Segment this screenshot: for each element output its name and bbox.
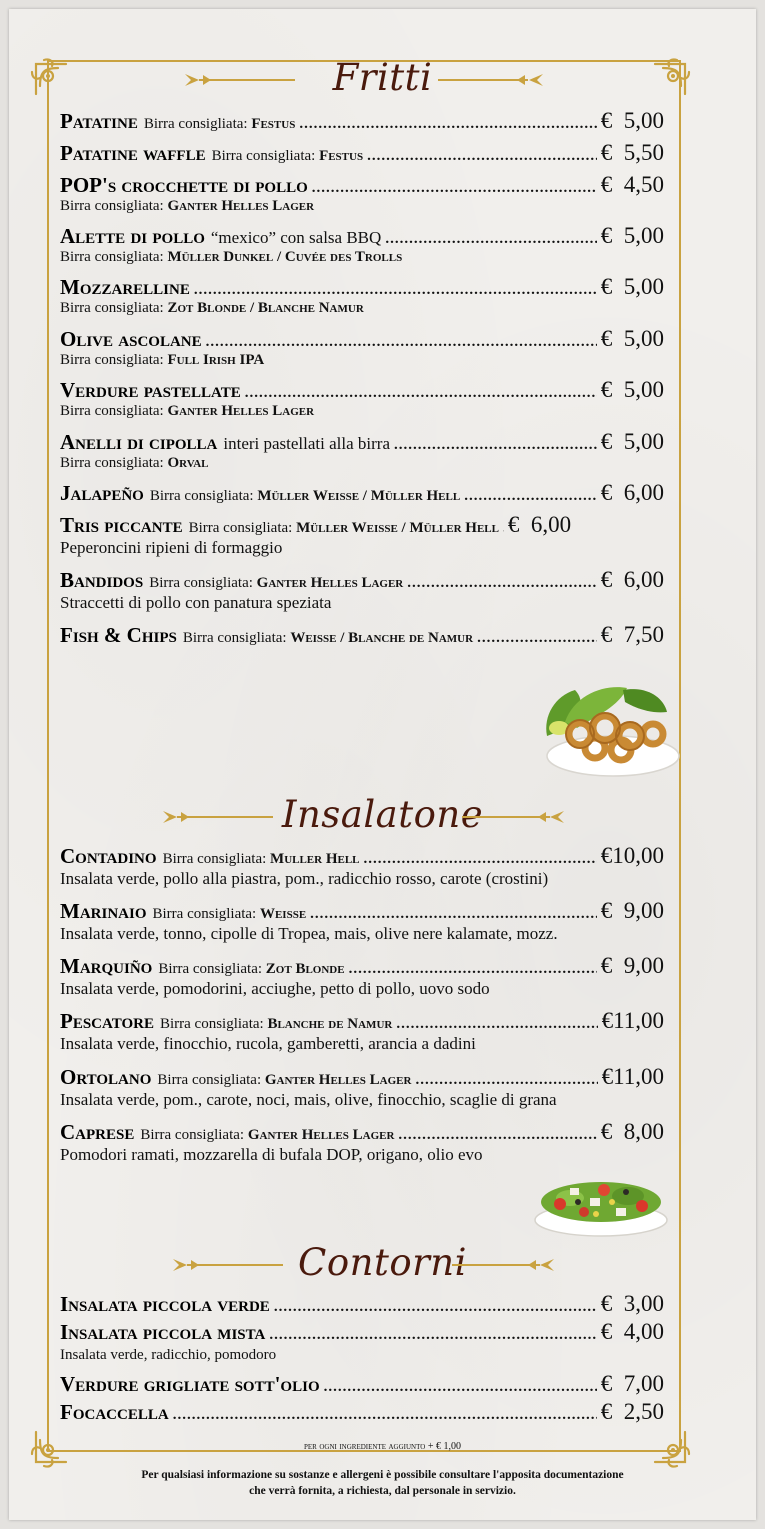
menu-item <box>60 480 664 506</box>
item-description: Insalata verde, finocchio, rucola, gamberetti, arancia a dadini <box>60 1034 476 1053</box>
item-beer: Ganter Helles Lager <box>247 1127 395 1143</box>
item-note: interi pastellati alla birra <box>223 434 390 453</box>
menu-item <box>60 567 664 612</box>
menu-item <box>60 429 664 472</box>
item-note: Birra consigliata: <box>157 1072 262 1088</box>
item-price: € 6,00 <box>600 480 664 505</box>
menu-item <box>60 1399 664 1425</box>
item-name: Tris piccante <box>60 513 183 537</box>
item-price: € 7,50 <box>600 622 664 647</box>
menu-item <box>60 1064 664 1109</box>
item-price: € 8,00 <box>600 1119 664 1144</box>
menu-item <box>60 1319 664 1364</box>
item-price: €11,00 <box>601 1064 664 1089</box>
item-name: Patatine waffle <box>60 141 206 165</box>
item-beer: Weisse <box>259 906 307 922</box>
item-name: Verdure pastellate <box>60 378 241 402</box>
item-note: Birra consigliata: <box>211 148 316 164</box>
allergens-line-1: Per qualsiasi informazione su sostanze e allergeni è possibile consultare l'apposita documentazione <box>141 1469 624 1481</box>
menu-item <box>60 223 664 266</box>
menu-item <box>60 140 664 166</box>
item-note: Birra consigliata: <box>188 520 293 536</box>
item-note: Birra consigliata: <box>60 249 164 265</box>
item-beer: Full Irish IPA <box>167 352 265 368</box>
item-note: Birra consigliata: <box>60 300 164 316</box>
item-note: Birra consigliata: <box>149 575 253 591</box>
item-note: Birra consigliata: <box>149 488 254 504</box>
item-name: Alette di pollo <box>60 224 205 248</box>
menu-item <box>60 898 664 943</box>
item-name: Bandidos <box>60 568 144 592</box>
item-price: € 6,00 <box>507 512 572 537</box>
section-title-fritti: Fritti <box>332 56 433 99</box>
menu-item <box>60 1291 664 1317</box>
section-title-contorni: Contorni <box>298 1241 467 1284</box>
item-description: Insalata verde, radicchio, pomodoro <box>60 1347 277 1363</box>
item-beer: Muller Hell <box>270 851 360 867</box>
item-beer: Ganter Helles Lager <box>167 198 315 214</box>
extra-ingredient-note: per ogni ingrediente aggiunto + € 1,00 <box>304 1441 461 1452</box>
item-note: Birra consigliata: <box>140 1127 245 1143</box>
item-price: € 9,00 <box>600 898 664 923</box>
menu-item <box>60 1008 664 1053</box>
item-note: Birra consigliata: <box>162 851 267 867</box>
menu-item <box>60 843 664 888</box>
menu-item <box>60 172 664 215</box>
title-arrow-right-icon <box>452 1258 554 1272</box>
item-price: € 4,50 <box>600 172 664 197</box>
item-price: € 2,50 <box>600 1399 664 1424</box>
item-beer: Orval <box>167 455 209 471</box>
section-title-insalatone: Insalatone <box>281 793 484 836</box>
item-note: Birra consigliata: <box>152 906 257 922</box>
item-price: € 5,00 <box>600 377 664 402</box>
item-name: Marinaio <box>60 899 147 923</box>
menu-item <box>60 326 664 369</box>
allergens-line-2: che verrà fornita, a richiesta, dal personale in servizio. <box>249 1485 516 1497</box>
item-price: €10,00 <box>600 843 664 868</box>
item-description: Insalata verde, pomodorini, acciughe, petto di pollo, uovo sodo <box>60 979 490 998</box>
salad-bowl-image <box>530 1168 672 1238</box>
item-beer: Müller Weisse / Müller Hell <box>257 488 461 504</box>
item-description: Straccetti di pollo con panatura speziata <box>60 593 332 612</box>
item-beer: Müller Dunkel / Cuvée des Trolls <box>167 249 403 265</box>
item-price: € 5,50 <box>600 140 664 165</box>
item-name: Olive ascolane <box>60 327 202 351</box>
title-arrow-right-icon <box>438 73 543 87</box>
item-name: Fish & Chips <box>60 623 177 647</box>
item-name: Contadino <box>60 844 157 868</box>
item-beer: Ganter Helles Lager <box>167 403 315 419</box>
item-name: Pescatore <box>60 1009 154 1033</box>
item-price: € 4,00 <box>600 1319 664 1344</box>
allergens-notice <box>40 1467 725 1499</box>
menu-item <box>60 953 664 998</box>
menu-item <box>60 1119 664 1164</box>
item-beer: Blanche de Namur <box>267 1016 393 1032</box>
item-beer: Müller Weisse / Müller Hell <box>296 520 499 536</box>
title-arrow-right-icon <box>462 810 564 824</box>
item-price: €11,00 <box>601 1008 664 1033</box>
item-note: Birra consigliata: <box>60 403 164 419</box>
item-name: Ortolano <box>60 1065 152 1089</box>
item-name: Mozzarelline <box>60 275 190 299</box>
item-beer: Ganter Helles Lager <box>256 575 404 591</box>
fried-calamari-image <box>535 676 680 786</box>
item-price: € 6,00 <box>600 567 664 592</box>
item-name: Anelli di cipolla <box>60 430 218 454</box>
menu-item <box>60 1371 664 1397</box>
item-name: Jalapeño <box>60 481 144 505</box>
item-note: Birra consigliata: <box>60 198 164 214</box>
item-description: Pomodori ramati, mozzarella di bufala DOP, origano, olio evo <box>60 1145 483 1164</box>
item-note: Birra consigliata: <box>159 1016 264 1032</box>
item-beer: Zot Blonde <box>265 961 345 977</box>
item-note: Birra consigliata: <box>143 116 248 132</box>
menu-item <box>60 274 664 317</box>
item-description: Insalata verde, pollo alla piastra, pom., radicchio rosso, carote (crostini) <box>60 869 549 888</box>
item-price: € 5,00 <box>600 326 664 351</box>
item-beer: Festus <box>251 116 296 132</box>
item-note: “mexico” con salsa BBQ <box>210 228 382 247</box>
item-price: € 5,00 <box>600 429 664 454</box>
menu-item <box>60 512 664 557</box>
item-note: Birra consigliata: <box>60 455 164 471</box>
item-note: Birra consigliata: <box>158 961 263 977</box>
item-beer: Weisse / Blanche de Namur <box>290 630 474 646</box>
item-description: Insalata verde, tonno, cipolle di Tropea, mais, olive nere kalamate, mozz. <box>60 924 558 943</box>
menu-item <box>60 108 664 134</box>
item-price: € 9,00 <box>600 953 664 978</box>
item-name: Caprese <box>60 1120 135 1144</box>
menu-item <box>60 622 664 648</box>
item-beer: Ganter Helles Lager <box>264 1072 412 1088</box>
menu-item <box>60 377 664 420</box>
item-price: € 5,00 <box>600 274 664 299</box>
item-name: Focaccella <box>60 1400 169 1424</box>
item-description: Peperoncini ripieni di formaggio <box>60 538 283 557</box>
item-name: Verdure grigliate sott'olio <box>60 1372 320 1396</box>
item-name: POP's crocchette di pollo <box>60 173 308 197</box>
item-description: Insalata verde, pom., carote, noci, mais, olive, finocchio, scaglie di grana <box>60 1090 557 1109</box>
item-price: € 5,00 <box>600 108 664 133</box>
item-price: € 7,00 <box>600 1371 664 1396</box>
item-price: € 5,00 <box>600 223 664 248</box>
item-name: Insalata piccola mista <box>60 1320 266 1344</box>
item-beer: Zot Blonde / Blanche Namur <box>167 300 364 316</box>
item-name: Patatine <box>60 109 138 133</box>
item-note: Birra consigliata: <box>60 352 164 368</box>
item-name: Marquiño <box>60 954 153 978</box>
item-name: Insalata piccola verde <box>60 1292 270 1316</box>
item-note: Birra consigliata: <box>182 630 287 646</box>
item-beer: Festus <box>319 148 364 164</box>
item-price: € 3,00 <box>600 1291 664 1316</box>
